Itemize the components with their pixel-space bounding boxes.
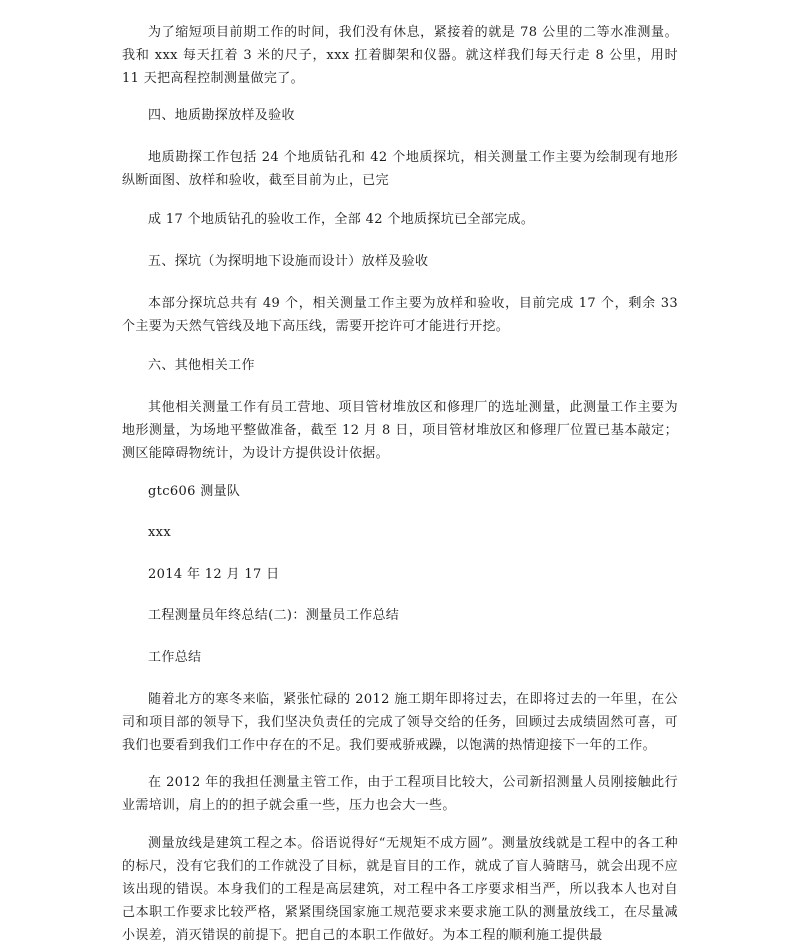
paragraph-role: 在 2012 年的我担任测量主管工作，由于工程项目比较大，公司新招测量人员刚接触此行业需培训，肩上的的担子就会重一些，压力也会大一些。 [122,775,678,813]
signature-date: 2014 年 12 月 17 日 [148,567,280,582]
paragraph-geological-survey: 地质勘探工作包括 24 个地质钻孔和 42 个地质探坑，相关测量工作主要为绘制现有地形纵断面图、放样和验收，截至目前为止，已完 [122,150,678,188]
signature-name: xxx [148,525,172,540]
document-subtitle: 工作总结 [148,650,202,665]
paragraph-leveling-survey: 为了缩短项目前期工作的时间，我们没有休息，紧接着的就是 78 公里的二等水准测量。我和 xxx 每天扛着 3 米的尺子，xxx 扛着脚架和仪器。就这样我们每天行走 8 公里，用时 11 天把高程控制测量做完了。 [122,25,678,86]
paragraph-geological-continued: 成 17 个地质钻孔的验收工作，全部 42 个地质探坑已全部完成。 [148,212,535,227]
document-title-part-2: 工程测量员年终总结(二)：测量员工作总结 [148,608,400,623]
signature-team: gtc606 测量队 [148,484,241,499]
paragraph-survey-importance: 测量放线是建筑工程之本。俗语说得好“无规矩不成方圆”。测量放线就是工程中的各工种的标尺，没有它我们的工作就没了目标，就是盲目的工作，就成了盲人骑瞎马，就会出现不应该出现的错误。本身我们的工程是高层建筑，对工程中各工序要求相当严，所以我本人也对自己本职工作要求比较严格，紧紧围绕国家施工规范要求来要求施工队的测量放线工，在尽量减小误差，消灭错误的前提下。把自己的本职工作做好。为本工程的顺利施工提供最 [122,836,678,943]
section-heading-6: 六、其他相关工作 [148,358,255,373]
section-heading-4: 四、地质勘探放样及验收 [148,108,295,123]
section-heading-5: 五、探坑（为探明地下设施而设计）放样及验收 [148,254,429,269]
paragraph-other-work: 其他相关测量工作有员工营地、项目管材堆放区和修理厂的选址测量，此测量工作主要为地形测量，为场地平整做准备，截至 12 月 8 日，项目管材堆放区和修理厂位置已基本敲定；测区能障碍物统计，为设计方提供设计依据。 [122,400,678,461]
paragraph-test-pits: 本部分探坑总共有 49 个，相关测量工作主要为放样和验收，目前完成 17 个，剩余 33 个主要为天然气管线及地下高压线，需要开挖许可才能进行开挖。 [122,296,678,334]
paragraph-year-review: 随着北方的寒冬来临，紧张忙碌的 2012 施工期年即将过去，在即将过去的一年里，在公司和项目部的领导下，我们坚决负责任的完成了领导交给的任务，回顾过去成绩固然可喜，可我们也要看到我们工作中存在的不足。我们要戒骄戒躁，以饱满的热情迎接下一年的工作。 [122,692,678,753]
